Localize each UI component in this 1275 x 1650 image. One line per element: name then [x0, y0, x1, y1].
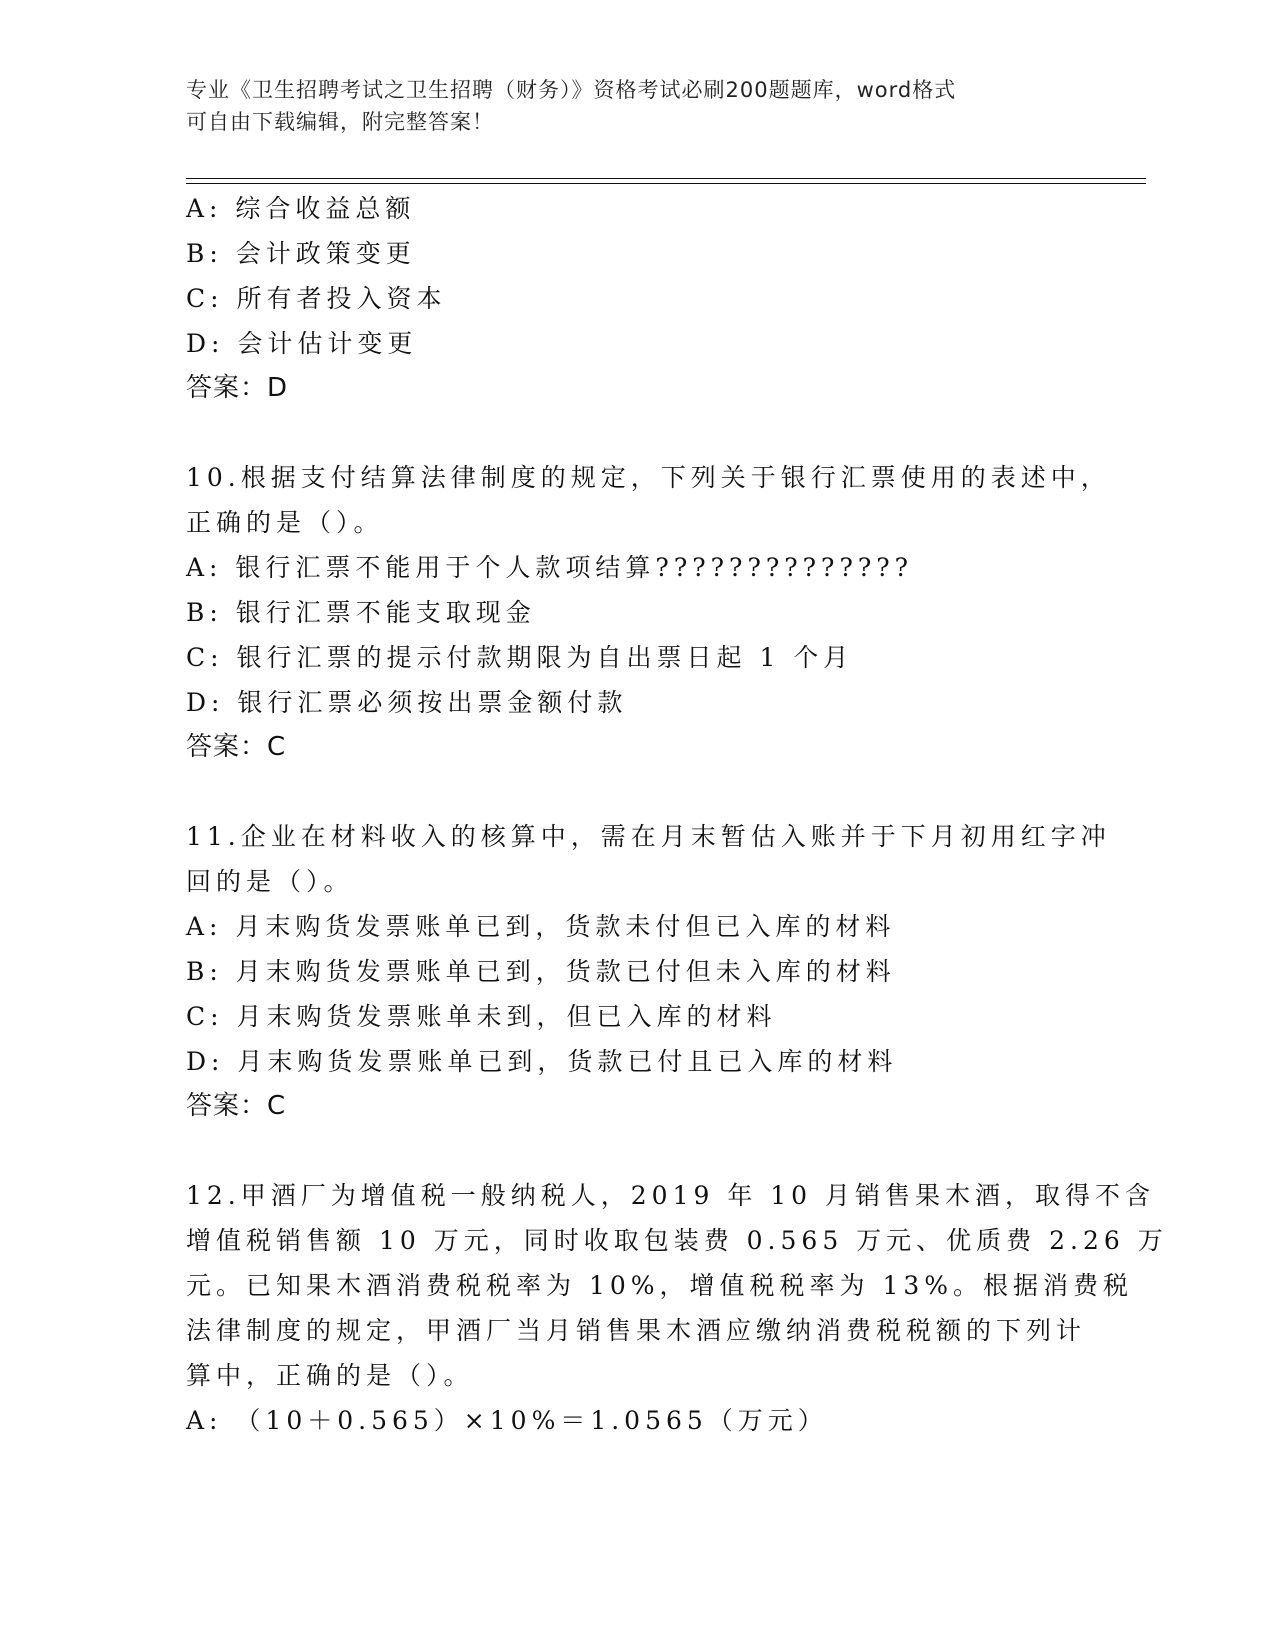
option-d: D: 银行汇票必须按出票金额付款	[186, 688, 628, 717]
question-stem-line: 增值税销售额 10 万元，同时收取包装费 0.565 万元、优质费 2.26 万	[186, 1226, 1168, 1255]
option-b: B: 会计政策变更	[186, 239, 416, 268]
question-list	[186, 186, 1168, 1443]
answer: 答案：D	[186, 373, 289, 403]
question-12	[186, 1173, 1168, 1443]
option-b: B: 银行汇票不能支取现金	[186, 598, 536, 627]
question-11	[186, 814, 1111, 1129]
header-line-2: 可自由下载编辑，附完整答案！	[186, 110, 494, 134]
document-header	[186, 74, 1066, 138]
option-b: B: 月末购货发票账单已到，货款已付但未入库的材料	[186, 957, 896, 986]
option-d: D: 月末购货发票账单已到，货款已付且已入库的材料	[186, 1047, 898, 1076]
header-line-1: 专业《卫生招聘考试之卫生招聘（财务）》资格考试必刷200题题库，word格式	[186, 78, 957, 102]
question-stem-line: 法律制度的规定，甲酒厂当月销售果木酒应缴纳消费税税额的下列计	[186, 1316, 1087, 1345]
question-stem-line: 元。已知果木酒消费税税率为 10%，增值税税率为 13%。根据消费税	[186, 1271, 1134, 1300]
option-a: A: 月末购货发票账单已到，货款未付但已入库的材料	[186, 912, 896, 941]
option-c: C: 银行汇票的提示付款期限为自出票日起 1 个月	[186, 643, 854, 672]
question-10	[186, 455, 1111, 770]
option-a: A: （10＋0.565）×10%＝1.0565（万元）	[186, 1406, 828, 1435]
question-stem-line: 12.甲酒厂为增值税一般纳税人，2019 年 10 月销售果木酒，取得不含	[186, 1181, 1156, 1210]
question-stem-line: 10.根据支付结算法律制度的规定，下列关于银行汇票使用的表述中，	[186, 463, 1111, 492]
option-c: C: 所有者投入资本	[186, 284, 447, 313]
option-a: A: 银行汇票不能用于个人款项结算??????????????	[186, 553, 914, 582]
answer: 答案：C	[186, 1091, 287, 1121]
question-stem-line: 11.企业在材料收入的核算中，需在月末暂估入账并于下月初用红字冲	[186, 822, 1111, 851]
question-stem-line: 正确的是（）。	[186, 508, 384, 537]
question-9	[186, 186, 1086, 411]
question-stem-line: 算中，正确的是（）。	[186, 1361, 474, 1390]
option-a: A: 综合收益总额	[186, 194, 416, 223]
header-rule-top	[186, 178, 1146, 179]
answer: 答案：C	[186, 732, 287, 762]
option-d: D: 会计估计变更	[186, 329, 418, 358]
option-c: C: 月末购货发票账单未到，但已入库的材料	[186, 1002, 777, 1031]
question-stem-line: 回的是（）。	[186, 867, 354, 896]
header-rule-bottom	[186, 183, 1146, 184]
